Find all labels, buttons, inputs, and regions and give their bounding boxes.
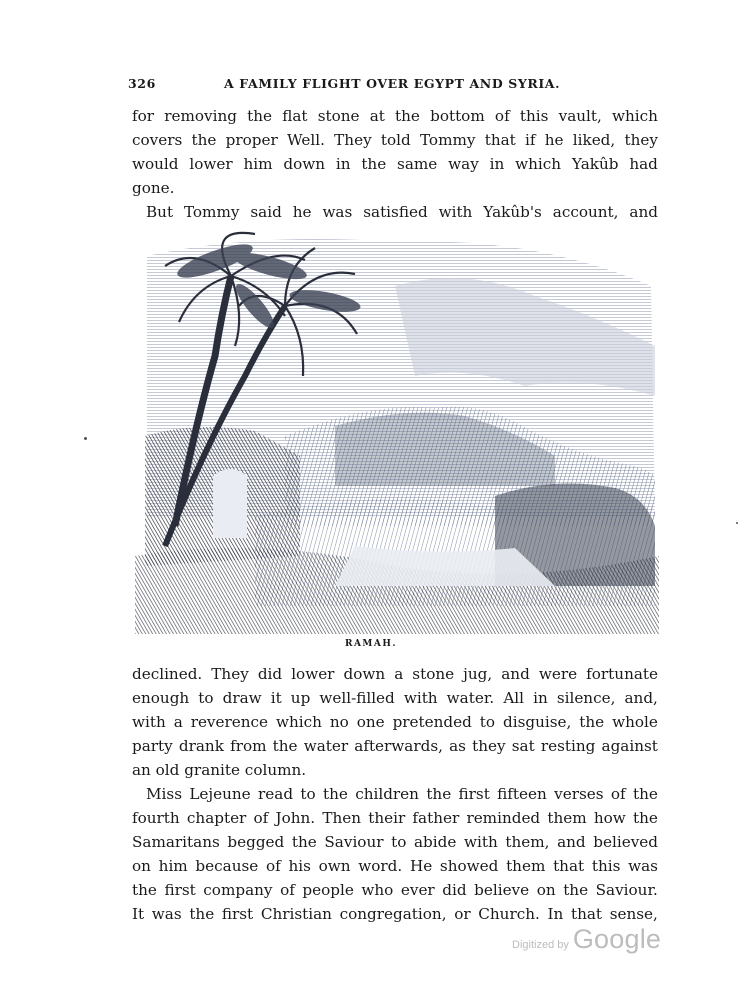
- word: Then: [322, 809, 362, 827]
- word: stone: [412, 665, 455, 683]
- word: or: [454, 905, 471, 923]
- word: water: [303, 737, 349, 755]
- word: up: [290, 689, 311, 707]
- word: liked,: [572, 131, 616, 149]
- word: of: [265, 857, 281, 875]
- word: their: [368, 809, 406, 827]
- word: that: [570, 905, 603, 923]
- word: chapter: [186, 809, 247, 827]
- text-line: [132, 806, 658, 830]
- word: with: [403, 689, 438, 707]
- word: Yakûb's: [483, 203, 542, 221]
- word: believe: [474, 881, 530, 899]
- word: Lejeune: [189, 785, 251, 803]
- word: for: [132, 107, 155, 125]
- word: on: [132, 857, 151, 875]
- word: with: [438, 203, 473, 221]
- scan-speck: [84, 437, 87, 440]
- bottom-paragraphs: [132, 662, 658, 926]
- word: congregation,: [339, 905, 447, 923]
- word: and,: [624, 689, 658, 707]
- word: draw: [222, 689, 262, 707]
- page-header: [128, 76, 658, 96]
- word: But: [146, 203, 174, 221]
- word: flat: [282, 107, 308, 125]
- word: would: [132, 155, 179, 173]
- text-line: [132, 104, 658, 128]
- word: down: [283, 155, 325, 173]
- word: proper: [225, 131, 278, 149]
- word: that: [553, 857, 585, 875]
- word: own: [318, 857, 351, 875]
- word: to: [198, 689, 214, 707]
- word: the: [563, 881, 589, 899]
- word: him: [158, 857, 188, 875]
- word: vault,: [558, 107, 602, 125]
- word: verses: [554, 785, 604, 803]
- word: the: [322, 785, 348, 803]
- text-line: [132, 734, 658, 758]
- word: showed: [439, 857, 499, 875]
- word: In: [547, 905, 564, 923]
- word: this: [591, 857, 621, 875]
- word: way: [448, 155, 479, 173]
- word: afterwards,: [354, 737, 443, 755]
- word: fourth: [132, 809, 180, 827]
- word: of: [280, 881, 295, 899]
- word: them: [506, 857, 546, 875]
- word: because: [195, 857, 259, 875]
- digitized-by-google-watermark: [512, 924, 661, 955]
- text-line: [132, 854, 658, 878]
- text-line: gone.: [132, 179, 175, 197]
- word: jug,: [463, 665, 493, 683]
- word: said: [250, 203, 282, 221]
- word: lower: [291, 665, 335, 683]
- page-number: 326: [128, 76, 156, 91]
- word: the: [633, 809, 658, 827]
- word: was: [628, 857, 658, 875]
- word: Saviour.: [595, 881, 658, 899]
- word: to: [300, 785, 316, 803]
- word: the: [132, 881, 157, 899]
- word: and: [557, 833, 586, 851]
- word: Church.: [478, 905, 540, 923]
- illustration-caption: RAMAH.: [344, 639, 398, 649]
- word: him: [243, 155, 273, 173]
- google-logo: Google: [572, 924, 662, 954]
- text-line: [132, 878, 658, 902]
- word: resting: [540, 737, 596, 755]
- word: in: [533, 689, 548, 707]
- text-line: [132, 662, 658, 686]
- word: abide: [414, 833, 457, 851]
- word: fortunate: [586, 665, 658, 683]
- word: no: [329, 713, 349, 731]
- word: read: [258, 785, 294, 803]
- text-line: [132, 152, 658, 176]
- running-title: A FAMILY FLIGHT OVER EGYPT AND SYRIA.: [224, 76, 561, 91]
- word: if: [525, 131, 536, 149]
- word: well-filled: [319, 689, 395, 707]
- text-line: an old granite column.: [132, 761, 307, 779]
- word: did: [442, 881, 467, 899]
- word: John.: [275, 809, 316, 827]
- text-line: [132, 686, 658, 710]
- word: of: [610, 785, 626, 803]
- word: removing: [164, 107, 237, 125]
- word: how: [593, 809, 626, 827]
- text-line: [132, 200, 658, 224]
- word: which: [275, 713, 322, 731]
- word: which: [515, 155, 562, 173]
- word: bottom: [430, 107, 485, 125]
- word: drank: [178, 737, 224, 755]
- word: party: [132, 737, 173, 755]
- word: silence,: [556, 689, 616, 707]
- word: Samaritans: [132, 833, 220, 851]
- word: first: [458, 785, 490, 803]
- word: satisfied: [363, 203, 428, 221]
- word: down: [343, 665, 386, 683]
- word: word.: [358, 857, 403, 875]
- word: Saviour: [324, 833, 384, 851]
- word: disguise,: [502, 713, 572, 731]
- word: reminded: [466, 809, 541, 827]
- word: on: [536, 881, 556, 899]
- word: believed: [593, 833, 658, 851]
- word: Tommy: [183, 203, 240, 221]
- word: which: [612, 107, 658, 125]
- word: to: [391, 833, 407, 851]
- word: first: [164, 881, 196, 899]
- word: them,: [505, 833, 550, 851]
- word: were: [538, 665, 578, 683]
- watermark-prefix: Digitized by: [512, 939, 569, 951]
- word: reverence: [190, 713, 269, 731]
- word: in: [489, 155, 505, 173]
- text-line: [132, 902, 658, 926]
- word: of: [253, 809, 269, 827]
- word: at: [369, 107, 385, 125]
- word: the: [291, 833, 317, 851]
- word: stone: [317, 107, 360, 125]
- word: the: [361, 155, 387, 173]
- word: first: [221, 905, 254, 923]
- word: He: [409, 857, 433, 875]
- word: They: [211, 665, 249, 683]
- word: the: [191, 131, 217, 149]
- word: that: [484, 131, 516, 149]
- word: All: [503, 689, 525, 707]
- word: with: [463, 833, 498, 851]
- word: It: [132, 905, 145, 923]
- word: sat: [511, 737, 535, 755]
- word: company: [203, 881, 273, 899]
- word: the: [426, 785, 452, 803]
- word: they: [624, 131, 658, 149]
- word: lower: [189, 155, 233, 173]
- word: the: [579, 713, 605, 731]
- word: enough: [132, 689, 190, 707]
- word: begged: [227, 833, 285, 851]
- word: and: [501, 665, 530, 683]
- word: Tommy: [419, 131, 476, 149]
- word: had: [629, 155, 658, 173]
- word: covers: [132, 131, 183, 149]
- word: sense,: [609, 905, 658, 923]
- text-line: [132, 710, 658, 734]
- engraving-image: [135, 226, 659, 634]
- word: did: [257, 665, 283, 683]
- word: whole: [612, 713, 658, 731]
- ramah-engraving: [135, 226, 659, 634]
- word: to: [479, 713, 496, 731]
- word: children: [355, 785, 419, 803]
- word: Christian: [260, 905, 332, 923]
- word: the: [395, 107, 420, 125]
- word: account,: [552, 203, 619, 221]
- scan-speck: [736, 522, 738, 524]
- word: one: [356, 713, 385, 731]
- word: the: [189, 905, 215, 923]
- word: Well.: [287, 131, 325, 149]
- text-line: [132, 128, 658, 152]
- word: Miss: [146, 785, 182, 803]
- word: was: [322, 203, 353, 221]
- top-paragraphs: [132, 104, 658, 224]
- word: a: [173, 713, 183, 731]
- word: from: [230, 737, 267, 755]
- word: with: [132, 713, 166, 731]
- word: this: [519, 107, 549, 125]
- text-line: [132, 830, 658, 854]
- word: in: [335, 155, 351, 173]
- word: and: [629, 203, 658, 221]
- word: people: [302, 881, 354, 899]
- word: it: [270, 689, 282, 707]
- word: they: [472, 737, 506, 755]
- word: them: [547, 809, 587, 827]
- word: who: [361, 881, 394, 899]
- word: as: [449, 737, 466, 755]
- word: of: [494, 107, 510, 125]
- word: water.: [446, 689, 495, 707]
- word: fifteen: [497, 785, 547, 803]
- word: father: [412, 809, 460, 827]
- word: pretended: [392, 713, 472, 731]
- word: declined.: [132, 665, 203, 683]
- word: his: [288, 857, 311, 875]
- word: told: [380, 131, 411, 149]
- word: he: [544, 131, 564, 149]
- word: a: [394, 665, 404, 683]
- text-line: [132, 782, 658, 806]
- word: the: [633, 785, 658, 803]
- word: he: [292, 203, 312, 221]
- word: was: [151, 905, 182, 923]
- word: Yakûb: [571, 155, 619, 173]
- word: against: [601, 737, 658, 755]
- word: ever: [400, 881, 435, 899]
- word: the: [247, 107, 273, 125]
- word: the: [272, 737, 298, 755]
- word: same: [397, 155, 438, 173]
- word: They: [334, 131, 372, 149]
